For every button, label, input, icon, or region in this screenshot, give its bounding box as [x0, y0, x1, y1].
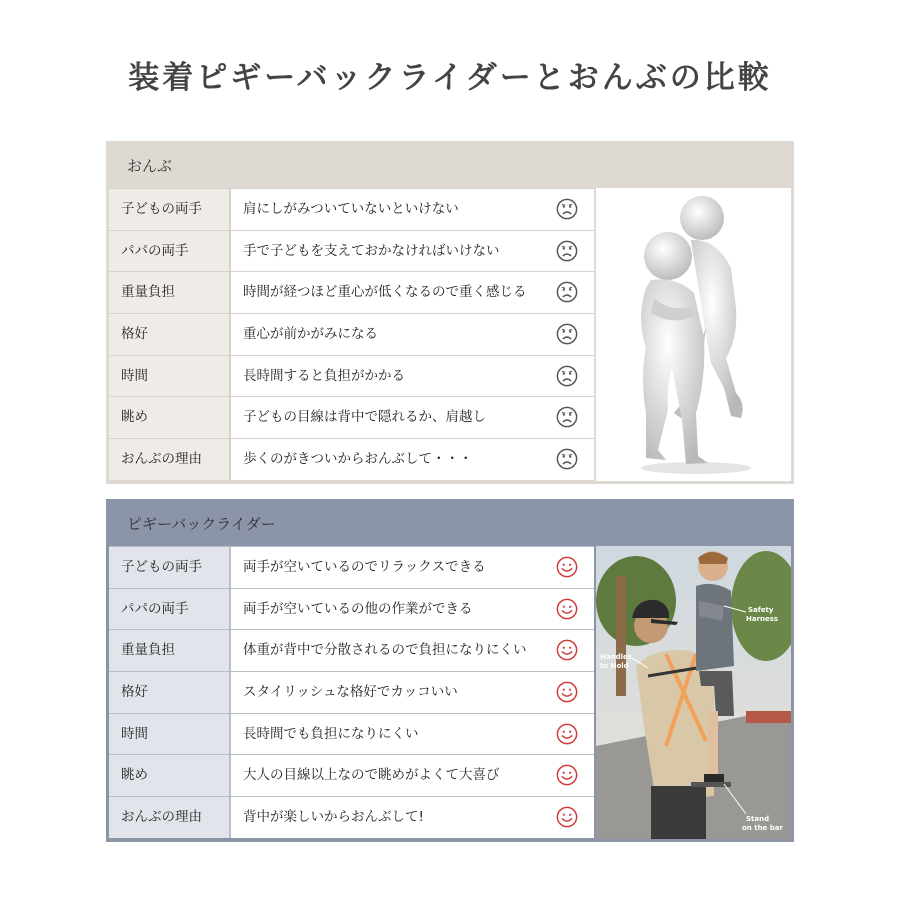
sad-face-icon [556, 323, 578, 345]
row-text: 歩くのがきついからおんぶして・・・ [243, 451, 473, 468]
table-row [109, 671, 594, 713]
happy-face-icon [556, 723, 578, 745]
stand-label-1: Stand [746, 815, 770, 823]
table-row [109, 629, 594, 671]
table-row [109, 230, 594, 272]
rider-rows [109, 546, 594, 838]
piggyback-rider-photo [596, 546, 791, 839]
row-label: 子どもの両手 [109, 547, 231, 588]
row-text: 大人の目線以上なので眺めがよくて大喜び [243, 767, 500, 784]
row-text: スタイリッシュな格好でカッコいい [243, 684, 458, 701]
piggyback-figure-illustration [596, 188, 791, 481]
row-text: 重心が前かがみになる [243, 326, 378, 343]
table-row [109, 546, 594, 588]
page-title: 装着ピギーバックライダーとおんぶの比較 [128, 60, 772, 96]
table-row [109, 438, 594, 480]
safety-label-1: Safety [748, 606, 774, 614]
row-label: 格好 [109, 314, 231, 355]
handles-label-1: Handles [600, 653, 632, 661]
row-text: 長時間すると負担がかかる [243, 367, 405, 384]
table-row [109, 796, 594, 838]
row-text: 子どもの目線は背中で隠れるか、肩越し [243, 409, 486, 426]
sad-face-icon [556, 448, 578, 470]
row-label: パパの両手 [109, 231, 231, 272]
happy-face-icon [556, 806, 578, 828]
row-text: 長時間でも負担になりにくい [243, 725, 419, 742]
onbu-panel [106, 141, 794, 484]
happy-face-icon [556, 681, 578, 703]
row-label: 子どもの両手 [109, 189, 231, 230]
handles-label-2: to Hold [600, 662, 629, 670]
row-text: 手で子どもを支えておかなければいけない [243, 242, 500, 259]
row-label: 眺め [109, 397, 231, 438]
row-label: 時間 [109, 356, 231, 397]
row-label: 眺め [109, 755, 231, 796]
row-text: 両手が空いているの他の作業ができる [243, 600, 473, 617]
sad-face-icon [556, 281, 578, 303]
row-text: 肩にしがみついていないといけない [243, 201, 459, 217]
stand-label-2: on the bar [742, 824, 783, 832]
safety-label-2: Harness [746, 615, 779, 623]
rider-panel [106, 499, 794, 842]
table-row [109, 713, 594, 755]
table-row [109, 588, 594, 630]
row-label: おんぶの理由 [109, 797, 231, 838]
sad-face-icon [556, 365, 578, 387]
table-row [109, 188, 594, 230]
onbu-header: おんぶ [127, 157, 173, 175]
table-row [109, 313, 594, 355]
row-text: 背中が楽しいからおんぶして! [243, 809, 424, 826]
sad-face-icon [556, 198, 578, 220]
row-text: 両手が空いているのでリラックスできる [243, 559, 486, 575]
row-label: 重量負担 [109, 272, 231, 313]
row-text: 時間が経つほど重心が低くなるので重く感じる [243, 284, 527, 301]
onbu-rows [109, 188, 594, 480]
row-text: 体重が背中で分散されるので負担になりにくい [243, 642, 527, 659]
row-label: 時間 [109, 714, 231, 755]
table-row [109, 271, 594, 313]
happy-face-icon [556, 556, 578, 578]
happy-face-icon [556, 764, 578, 786]
table-row [109, 396, 594, 438]
sad-face-icon [556, 406, 578, 428]
table-row [109, 355, 594, 397]
happy-face-icon [556, 639, 578, 661]
row-label: 重量負担 [109, 630, 231, 671]
row-label: 格好 [109, 672, 231, 713]
row-label: パパの両手 [109, 589, 231, 630]
happy-face-icon [556, 598, 578, 620]
row-label: おんぶの理由 [109, 439, 231, 480]
rider-header: ピギーバックライダー [127, 515, 276, 533]
sad-face-icon [556, 240, 578, 262]
table-row [109, 754, 594, 796]
